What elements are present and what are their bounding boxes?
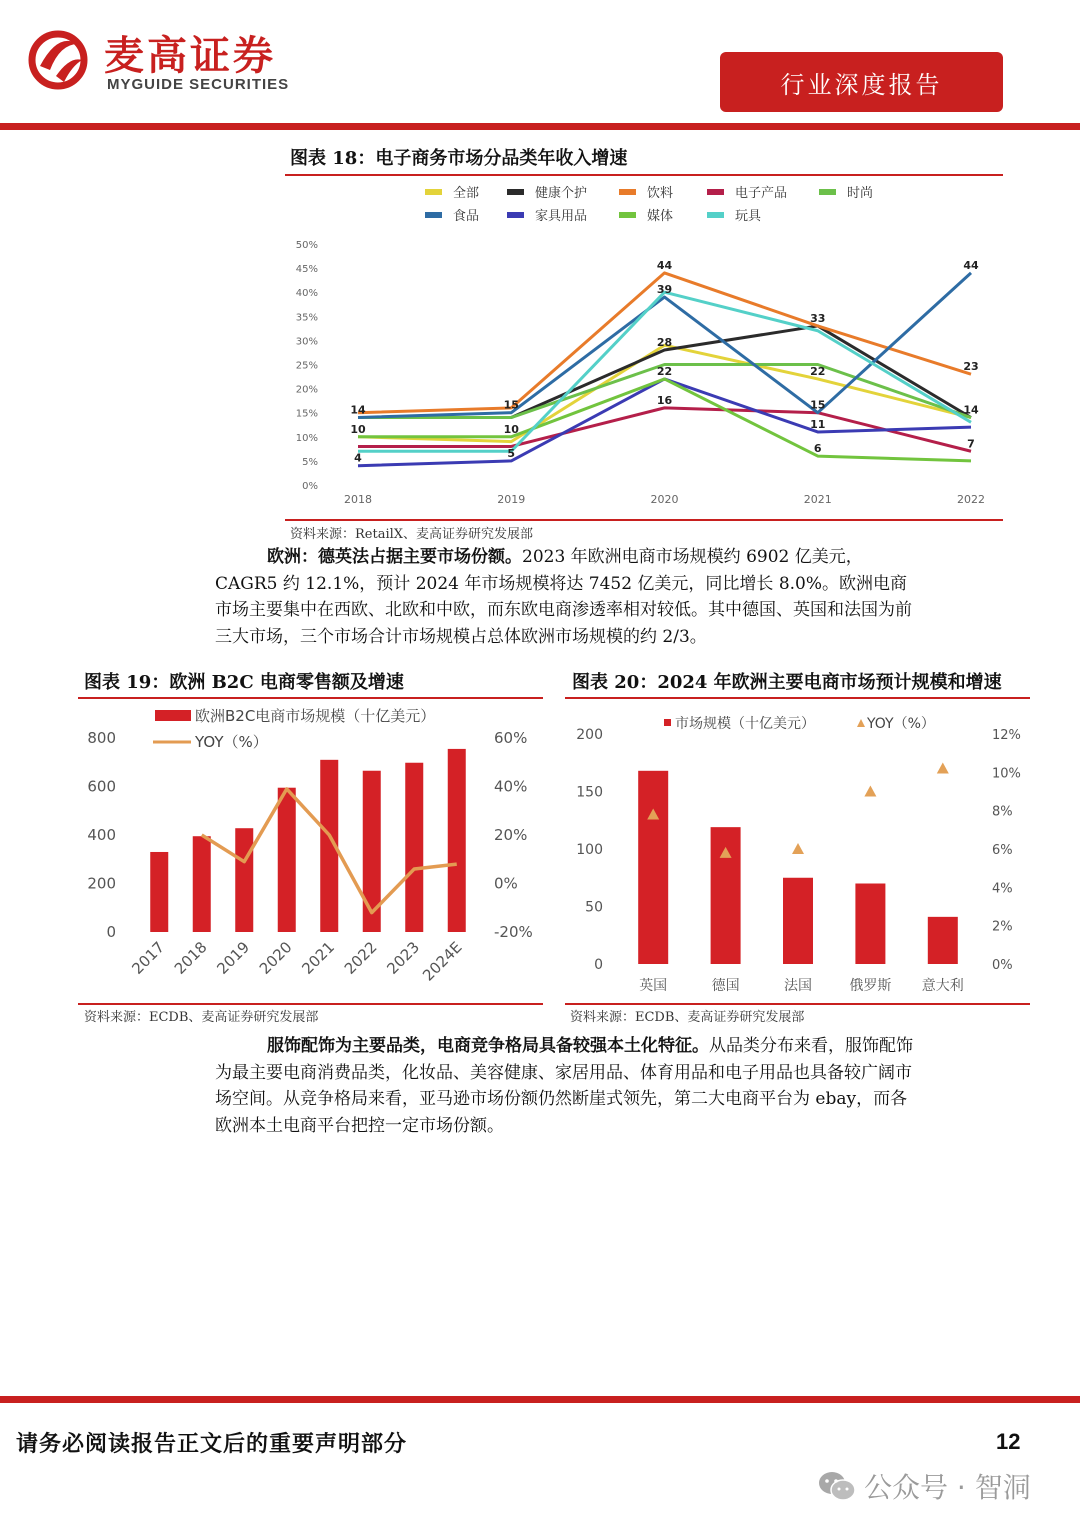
y-right-tick-label: 8% [992,804,1013,820]
fig19-bottom-rule [78,1003,543,1005]
brand-name-cn: 麦高证券 [104,33,276,79]
yoy-marker [864,786,876,797]
legend-label: YOY（%） [867,716,935,732]
y-tick-label: 35% [295,312,318,324]
data-label: 44 [656,258,673,272]
legend-swatch [425,189,442,195]
legend-swatch [819,189,836,195]
x-tick-label: 英国 [639,978,668,994]
x-tick-label: 2020 [650,493,679,506]
data-label: 10 [503,422,519,436]
legend-label: 玩具 [735,209,762,224]
legend-label: 健康个护 [535,186,588,201]
header-divider [0,123,1080,130]
data-label: 16 [656,393,673,407]
data-label: 11 [810,417,826,431]
paragraph-europe-body: 2023 年欧洲电商市场规模约 6902 亿美元，CAGR5 约 12.1%，预计 2024 年市场规模将达 7452 亿美元，同比增长 8.0%。欧洲电商市场主要集中在西欧、北欧和中欧，而东欧电商渗透率相对较低。其中德国、英国和法国为前三大市场，三个市场合计市场规模占总体欧洲市场规模的约 2/3。 [215,547,912,647]
legend-swatch [619,189,636,195]
page-number: 12 [996,1429,1021,1454]
x-tick-label: 意大利 [921,978,964,994]
data-label: 10 [350,422,366,436]
bar [928,917,958,964]
y-tick-label: 25% [295,360,318,372]
fig19-source: 资料来源：ECDB、麦高证券研究发展部 [84,1010,319,1025]
bar [278,788,296,932]
y-left-tick-label: 400 [87,826,116,844]
y-left-tick-label: 50 [585,899,603,916]
legend-swatch [507,189,524,195]
legend-label: 市场规模（十亿美元） [675,716,815,732]
paragraph-europe [215,544,920,650]
disclaimer-notice: 请务必阅读报告正文后的重要声明部分 [16,1431,408,1457]
watermark [818,1466,1031,1506]
legend-label: 时尚 [847,186,874,201]
legend-swatch [664,719,671,726]
data-label: 23 [963,360,979,374]
report-type-badge: 行业深度报告 [720,52,1003,112]
yoy-marker [792,843,804,854]
data-label: 14 [963,403,979,417]
data-label: 22 [656,364,673,378]
y-left-tick-label: 0 [106,923,116,941]
legend-swatch [425,212,442,218]
brand-logo-icon [26,26,90,90]
data-label: 28 [656,336,673,350]
legend-label: 全部 [453,186,480,201]
legend-label: 媒体 [647,209,674,224]
data-label: 33 [810,311,826,325]
legend-label: 饮料 [647,186,674,201]
paragraph-categories [215,1033,920,1139]
yoy-marker [937,763,949,774]
data-label: 15 [503,398,519,412]
y-right-tick-label: 0% [494,874,518,893]
y-right-tick-label: 12% [992,728,1021,743]
y-right-tick-label: 60% [494,729,528,747]
watermark-text: 公众号 · 智洞 [864,1471,1031,1504]
bar [150,852,168,932]
x-tick-label: 2024E [419,938,466,985]
y-tick-label: 0% [302,481,318,492]
data-label: 5 [507,446,516,460]
bar [448,749,466,932]
y-tick-label: 50% [295,240,318,251]
y-left-tick-label: 200 [576,727,603,743]
bar [638,771,668,964]
y-right-tick-label: 2% [992,919,1013,935]
legend-swatch [619,212,636,218]
legend-label: 食品 [453,209,480,224]
bar [405,763,423,932]
fig18-source: 资料来源：RetailX、麦高证券研究发展部 [290,527,534,542]
x-tick-label: 2017 [128,938,169,978]
y-left-tick-label: 800 [87,729,116,747]
x-tick-label: 法国 [784,978,812,994]
brand-name-en: MYGUIDE SECURITIES [107,76,290,93]
y-right-tick-label: 4% [992,881,1013,897]
fig20-source: 资料来源：ECDB、麦高证券研究发展部 [570,1010,805,1025]
bar [783,878,813,964]
bar [235,828,253,932]
footer-divider [0,1396,1080,1403]
x-tick-label: 2019 [213,938,254,978]
data-label: 39 [656,283,673,297]
paragraph-categories-body: 从品类分布来看，服饰配饰为最主要电商消费品类，化妆品、美容健康、家居用品、体育用品和电子用品也具备较广阔市场空间。从竞争格局来看，亚马逊市场份额仍然断崖式领先，第二大电商平台为 ebay，而各欧洲本土电商平台把控一定市场份额。 [215,1036,913,1136]
paragraph-europe-lead: 欧洲：德英法占据主要市场份额。 [267,547,522,567]
x-tick-label: 2019 [497,493,526,506]
series-line [358,379,971,461]
y-left-tick-label: 100 [576,842,603,858]
fig20-chart [565,700,1030,1002]
data-label: 14 [350,403,366,417]
y-tick-label: 20% [295,384,318,396]
fig18-title: 图表 18：电子商务市场分品类年收入增速 [290,148,628,169]
data-label: 4 [354,451,362,465]
x-tick-label: 2021 [298,938,339,978]
x-tick-label: 2018 [170,938,211,978]
x-tick-label: 俄罗斯 [849,978,892,994]
y-tick-label: 15% [295,408,318,420]
paragraph-categories-lead: 服饰配饰为主要品类，电商竞争格局具备较强本土化特征。 [267,1036,709,1056]
fig19-title: 图表 19：欧洲 B2C 电商零售额及增速 [84,672,404,693]
data-label: 44 [963,258,979,272]
y-tick-label: 40% [295,288,318,300]
y-tick-label: 30% [295,336,318,348]
fig20-title-rule [565,697,1030,699]
fig18-chart [285,176,1003,520]
x-tick-label: 2022 [957,493,985,506]
y-left-tick-label: 150 [576,784,603,801]
legend-label: YOY（%） [195,733,268,751]
x-tick-label: 2023 [383,938,424,978]
y-tick-label: 5% [302,456,318,468]
x-tick-label: 2022 [340,938,381,978]
fig19-title-rule [78,697,543,699]
bar [855,884,885,965]
legend-swatch [707,212,724,218]
legend-label: 欧洲B2C电商市场规模（十亿美元） [195,707,436,725]
legend-label: 家具用品 [535,209,588,224]
data-label: 22 [810,364,826,378]
y-right-tick-label: 0% [992,958,1013,973]
data-label: 7 [967,437,975,451]
legend-swatch [707,189,724,195]
y-right-tick-label: -20% [494,923,533,941]
x-tick-label: 2018 [344,493,372,506]
y-left-tick-label: 600 [87,777,116,796]
data-label: 15 [810,398,826,412]
legend-swatch [155,710,191,721]
fig18-bottom-rule [285,519,1003,521]
y-left-tick-label: 200 [87,874,116,893]
legend-swatch [507,212,524,218]
x-tick-label: 2020 [255,938,296,978]
data-label: 6 [813,442,822,456]
y-right-tick-label: 40% [494,777,528,796]
x-tick-label: 德国 [711,978,740,994]
y-tick-label: 10% [295,432,318,444]
fig19-chart [78,700,543,1002]
x-tick-label: 2021 [803,493,832,506]
fig20-bottom-rule [565,1003,1030,1005]
y-right-tick-label: 10% [992,766,1021,782]
y-tick-label: 45% [295,264,318,276]
bar [193,836,211,932]
y-right-tick-label: 20% [494,826,528,844]
y-left-tick-label: 0 [594,957,603,973]
wechat-icon [818,1470,856,1502]
legend-swatch [857,719,865,727]
y-right-tick-label: 6% [992,843,1013,858]
legend-label: 电子产品 [735,186,788,201]
fig20-title: 图表 20：2024 年欧洲主要电商市场预计规模和增速 [572,672,1002,693]
